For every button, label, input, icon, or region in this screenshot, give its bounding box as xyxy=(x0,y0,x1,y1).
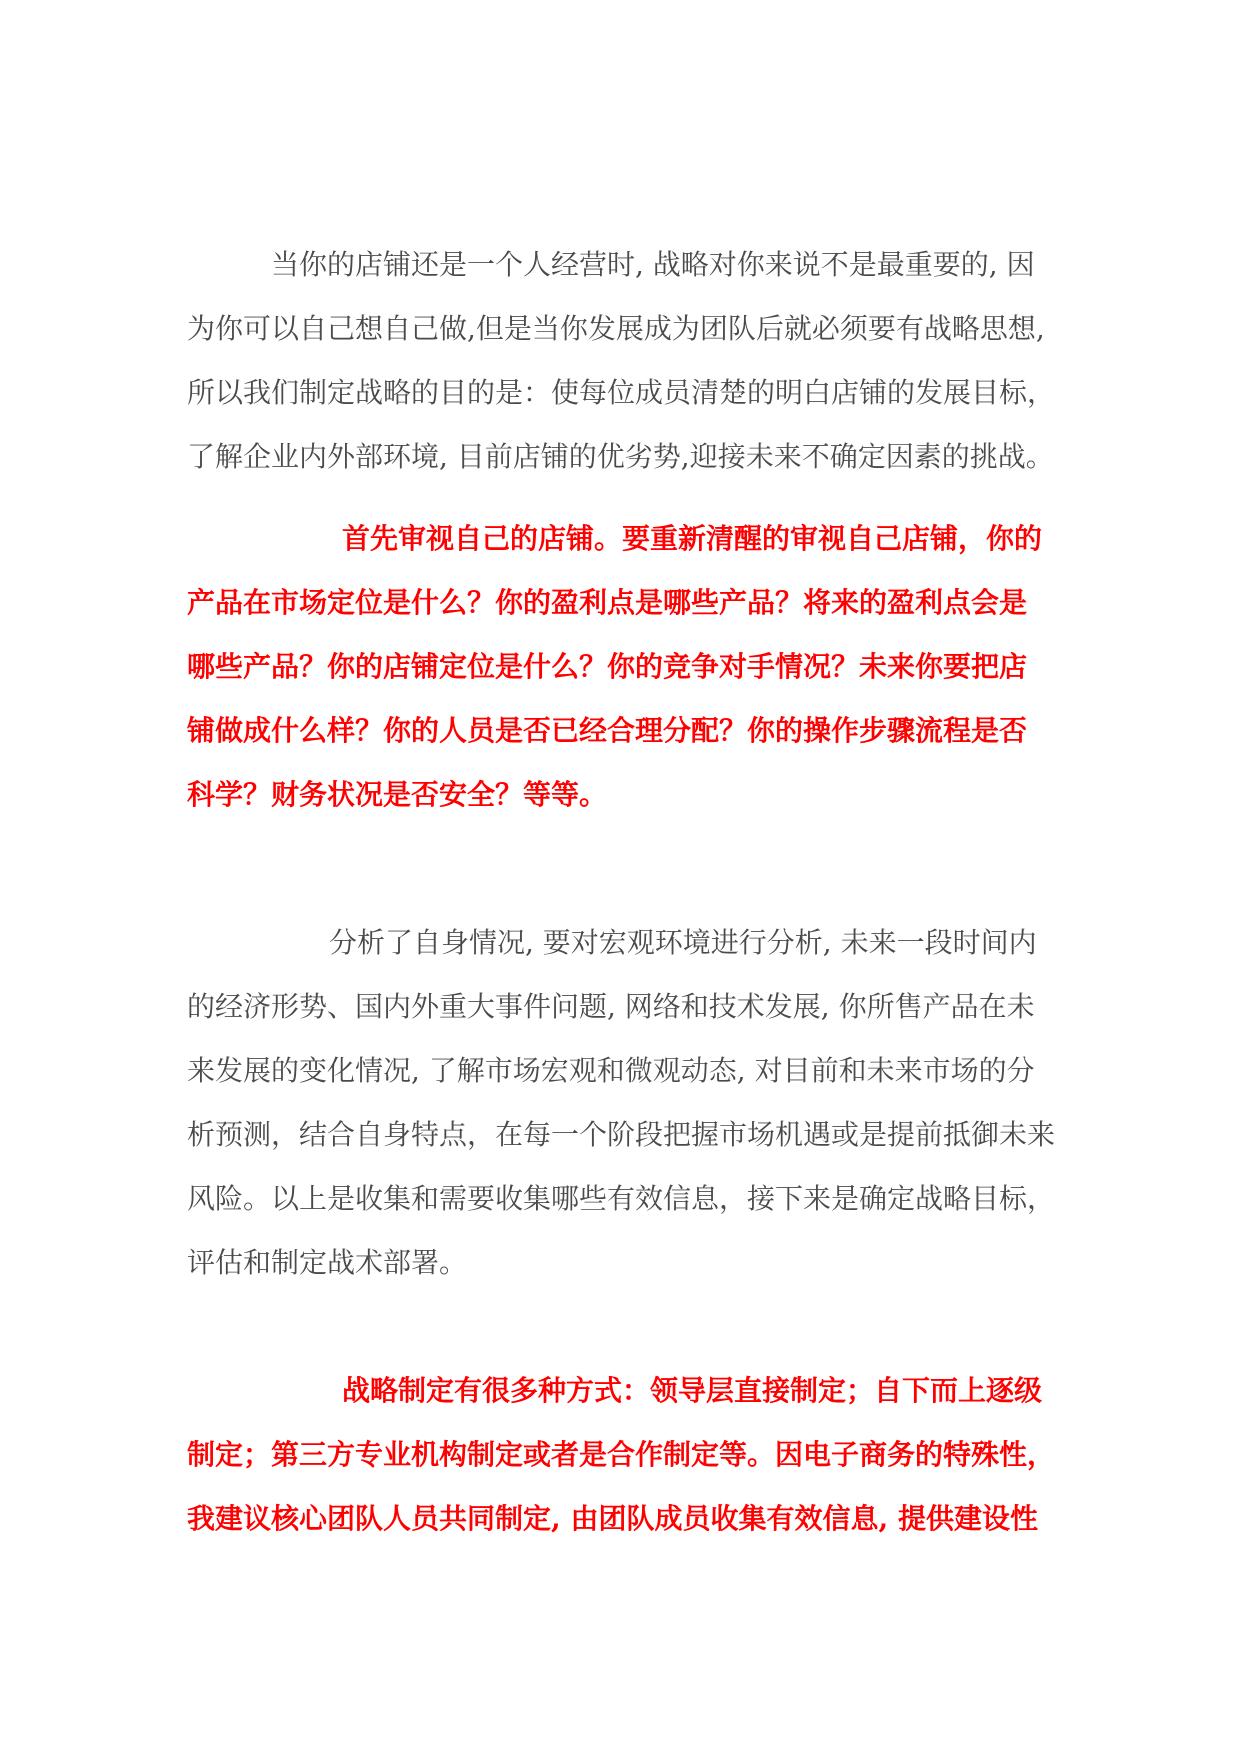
text-line: 析预测，结合自身特点，在每一个阶段把握市场机遇或是提前抵御未来 xyxy=(187,1118,1056,1151)
text-line: 所以我们制定战略的目的是：使每位成员清楚的明白店铺的发展目标， xyxy=(187,376,1056,409)
text-line: 分析了自身情况, 要对宏观环境进行分析, 未来一段时间内 xyxy=(329,926,1037,959)
paragraph-review-store xyxy=(187,507,1067,827)
paragraph-strategy-methods xyxy=(187,1359,1067,1551)
text-line: 制定；第三方专业机构制定或者是合作制定等。因电子商务的特殊性， xyxy=(187,1438,1056,1471)
text-line: 当你的店铺还是一个人经营时, 战略对你来说不是最重要的, 因 xyxy=(271,248,1035,281)
paragraph-strategy-purpose xyxy=(187,233,1067,489)
text-line: 铺做成什么样？你的人员是否已经合理分配？你的操作步骤流程是否 xyxy=(187,714,1028,747)
text-line: 的经济形势、国内外重大事件问题, 网络和技术发展, 你所售产品在未 xyxy=(187,990,1035,1023)
text-line: 战略制定有很多种方式：领导层直接制定；自下而上逐级 xyxy=(342,1374,1043,1407)
text-line: 了解企业内外部环境, 目前店铺的优劣势,迎接未来不确定因素的挑战。 xyxy=(187,440,1054,473)
paragraph-macro-analysis xyxy=(187,911,1067,1295)
text-line: 首先审视自己的店铺。要重新清醒的审视自己店铺，你的 xyxy=(342,522,1043,555)
text-line: 来发展的变化情况, 了解市场宏观和微观动态, 对目前和未来市场的分 xyxy=(187,1054,1035,1087)
text-line: 风险。以上是收集和需要收集哪些有效信息，接下来是确定战略目标， xyxy=(187,1182,1056,1215)
text-line: 哪些产品？你的店铺定位是什么？你的竞争对手情况？未来你要把店 xyxy=(187,650,1028,683)
text-line: 我建议核心团队人员共同制定, 由团队成员收集有效信息, 提供建设性 xyxy=(187,1502,1038,1535)
text-line: 评估和制定战术部署。 xyxy=(187,1246,468,1279)
text-line: 为你可以自己想自己做,但是当你发展成为团队后就必须要有战略思想, xyxy=(187,312,1045,345)
text-line: 科学？财务状况是否安全？等等。 xyxy=(187,778,608,811)
text-line: 产品在市场定位是什么？你的盈利点是哪些产品？将来的盈利点会是 xyxy=(187,586,1028,619)
